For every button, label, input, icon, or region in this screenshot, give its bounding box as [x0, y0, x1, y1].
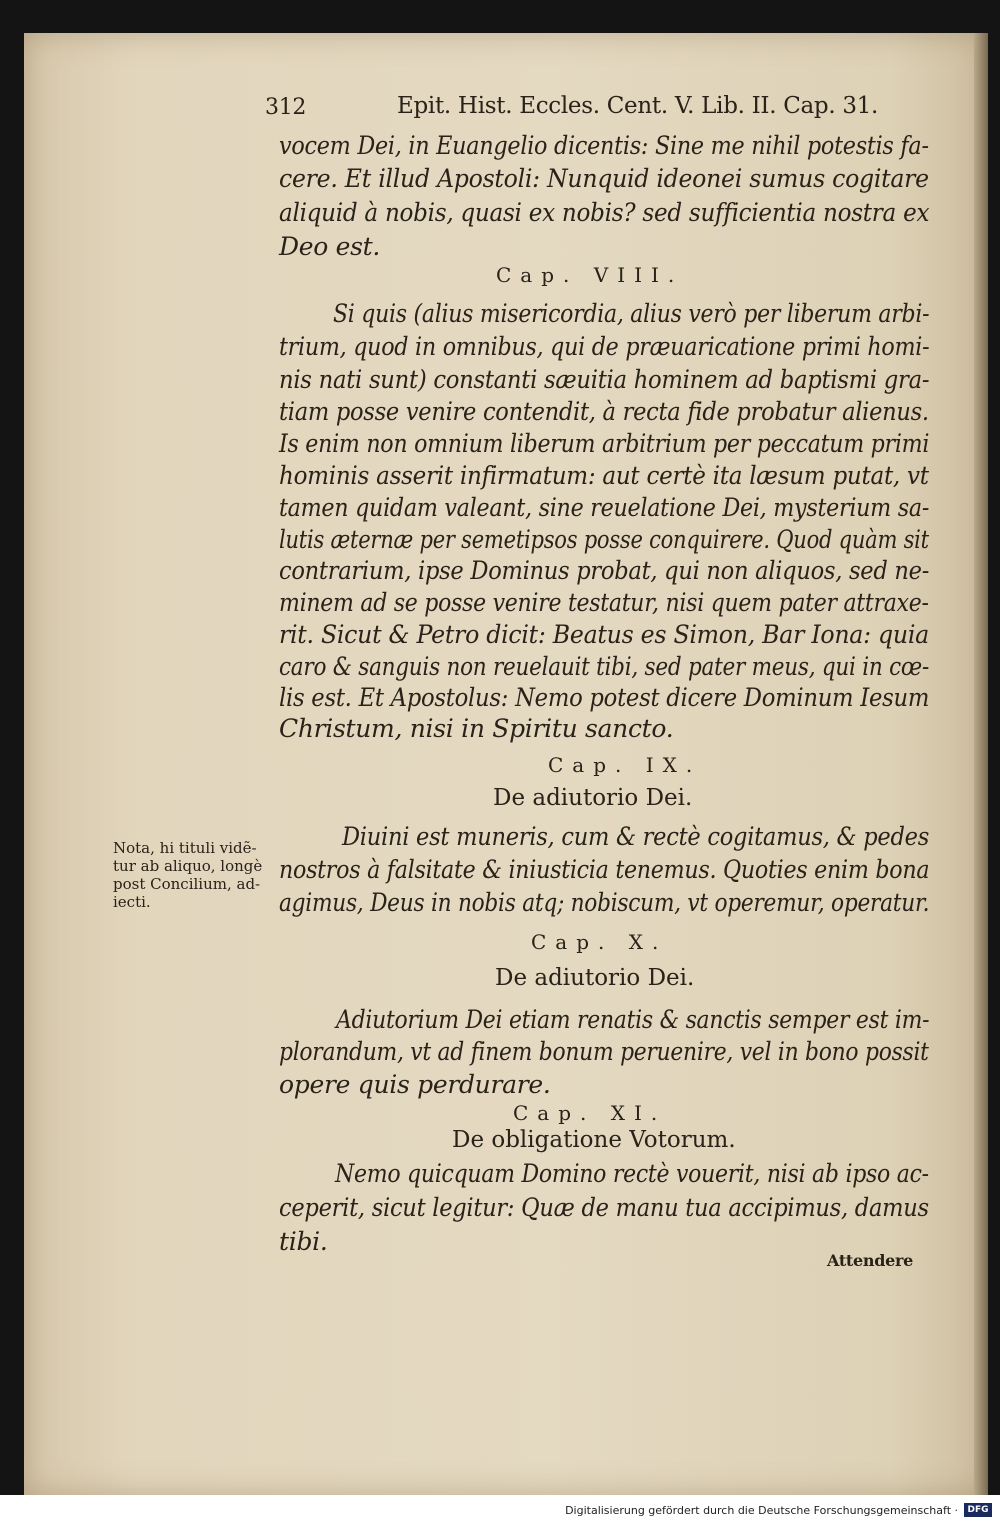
text-line: vocem Dei, in Euangelio dicentis: Sine me nihil potestis fa-	[279, 131, 929, 160]
text-line: ceperit, sicut legitur: Quæ de manu tua accipimus, damus	[279, 1193, 929, 1222]
text-line: rit. Sicut & Petro dicit: Beatus es Simon, Bar Iona: quia	[279, 620, 929, 649]
chapter-heading-10: Cap. X.	[531, 930, 668, 954]
marginal-note-line: Nota, hi tituli vidẽ-	[113, 839, 257, 857]
text-line: aliquid à nobis, quasi ex nobis? sed sufficientia nostra ex	[279, 198, 930, 227]
text-line: minem ad se posse venire testatur, nisi quem pater attraxe-	[279, 588, 929, 617]
text-line: trium, quod in omnibus, qui de præuaricatione primi homi-	[279, 332, 930, 361]
book-page	[24, 33, 988, 1495]
text-line: Nemo quicquam Domino rectè vouerit, nisi ab ipso ac-	[335, 1159, 929, 1188]
text-line: Christum, nisi in Spiritu sancto.	[279, 714, 674, 743]
page-spine-shadow	[974, 33, 988, 1495]
chapter-subtitle-10: De adiutorio Dei.	[495, 965, 695, 991]
text-line: Diuini est muneris, cum & rectè cogitamus, & pedes	[342, 822, 930, 851]
text-line: lutis æternæ per semetipsos posse conquirere. Quod quàm sit	[279, 525, 929, 554]
text-line: tibi.	[279, 1227, 328, 1256]
funding-credit: Digitalisierung gefördert durch die Deutsche Forschungsgemeinschaft ·	[565, 1504, 958, 1517]
text-line: Si quis (alius misericordia, alius verò per liberum arbi-	[333, 299, 930, 328]
chapter-heading-9: Cap. IX.	[548, 753, 702, 777]
text-line: Is enim non omnium liberum arbitrium per peccatum primi	[279, 429, 930, 458]
text-line: nostros à falsitate & iniusticia tenemus. Quoties enim bona	[279, 855, 930, 884]
chapter-heading-11: Cap. XI.	[513, 1101, 667, 1125]
text-line: opere quis perdurare.	[279, 1070, 551, 1099]
page-number: 312	[265, 95, 307, 120]
text-line: cere. Et illud Apostoli: Nunquid ideonei sumus cogitare	[279, 164, 929, 193]
dfg-logo: DFG	[964, 1503, 992, 1517]
text-line: Deo est.	[279, 232, 381, 261]
text-line: hominis asserit infirmatum: aut certè ita læsum putat, vt	[279, 461, 929, 490]
chapter-heading-8: Cap. VIII.	[496, 263, 684, 287]
running-title: Epit. Hist. Eccles. Cent. V. Lib. II. Cap. 31.	[397, 93, 879, 119]
text-line: plorandum, vt ad finem bonum peruenire, vel in bono possit	[279, 1037, 929, 1066]
marginal-note-line: tur ab aliquo, longè	[113, 857, 263, 875]
chapter-subtitle-11: De obligatione Votorum.	[452, 1127, 736, 1153]
footer-bar	[0, 1495, 1000, 1524]
text-line: tiam posse venire contendit, à recta fide probatur alienus.	[279, 397, 929, 426]
text-line: caro & sanguis non reuelauit tibi, sed pater meus, qui in cœ-	[279, 652, 929, 681]
text-line: Adiutorium Dei etiam renatis & sanctis semper est im-	[336, 1005, 930, 1034]
text-line: tamen quidam valeant, sine reuelatione Dei, mysterium sa-	[279, 493, 930, 522]
text-line: lis est. Et Apostolus: Nemo potest dicere Dominum Iesum	[279, 683, 930, 712]
text-line: contrarium, ipse Dominus probat, qui non aliquos, sed ne-	[279, 556, 930, 585]
catchword: Attendere	[827, 1251, 914, 1270]
text-line: agimus, Deus in nobis atq; nobiscum, vt operemur, operatur.	[279, 888, 930, 917]
marginal-note-line: iecti.	[113, 893, 151, 911]
marginal-note-line: post Concilium, ad-	[113, 875, 261, 893]
marginal-note	[113, 839, 262, 911]
text-line: nis nati sunt) constanti sæuitia hominem ad baptismi gra-	[279, 365, 930, 394]
chapter-subtitle-9: De adiutorio Dei.	[493, 785, 693, 811]
